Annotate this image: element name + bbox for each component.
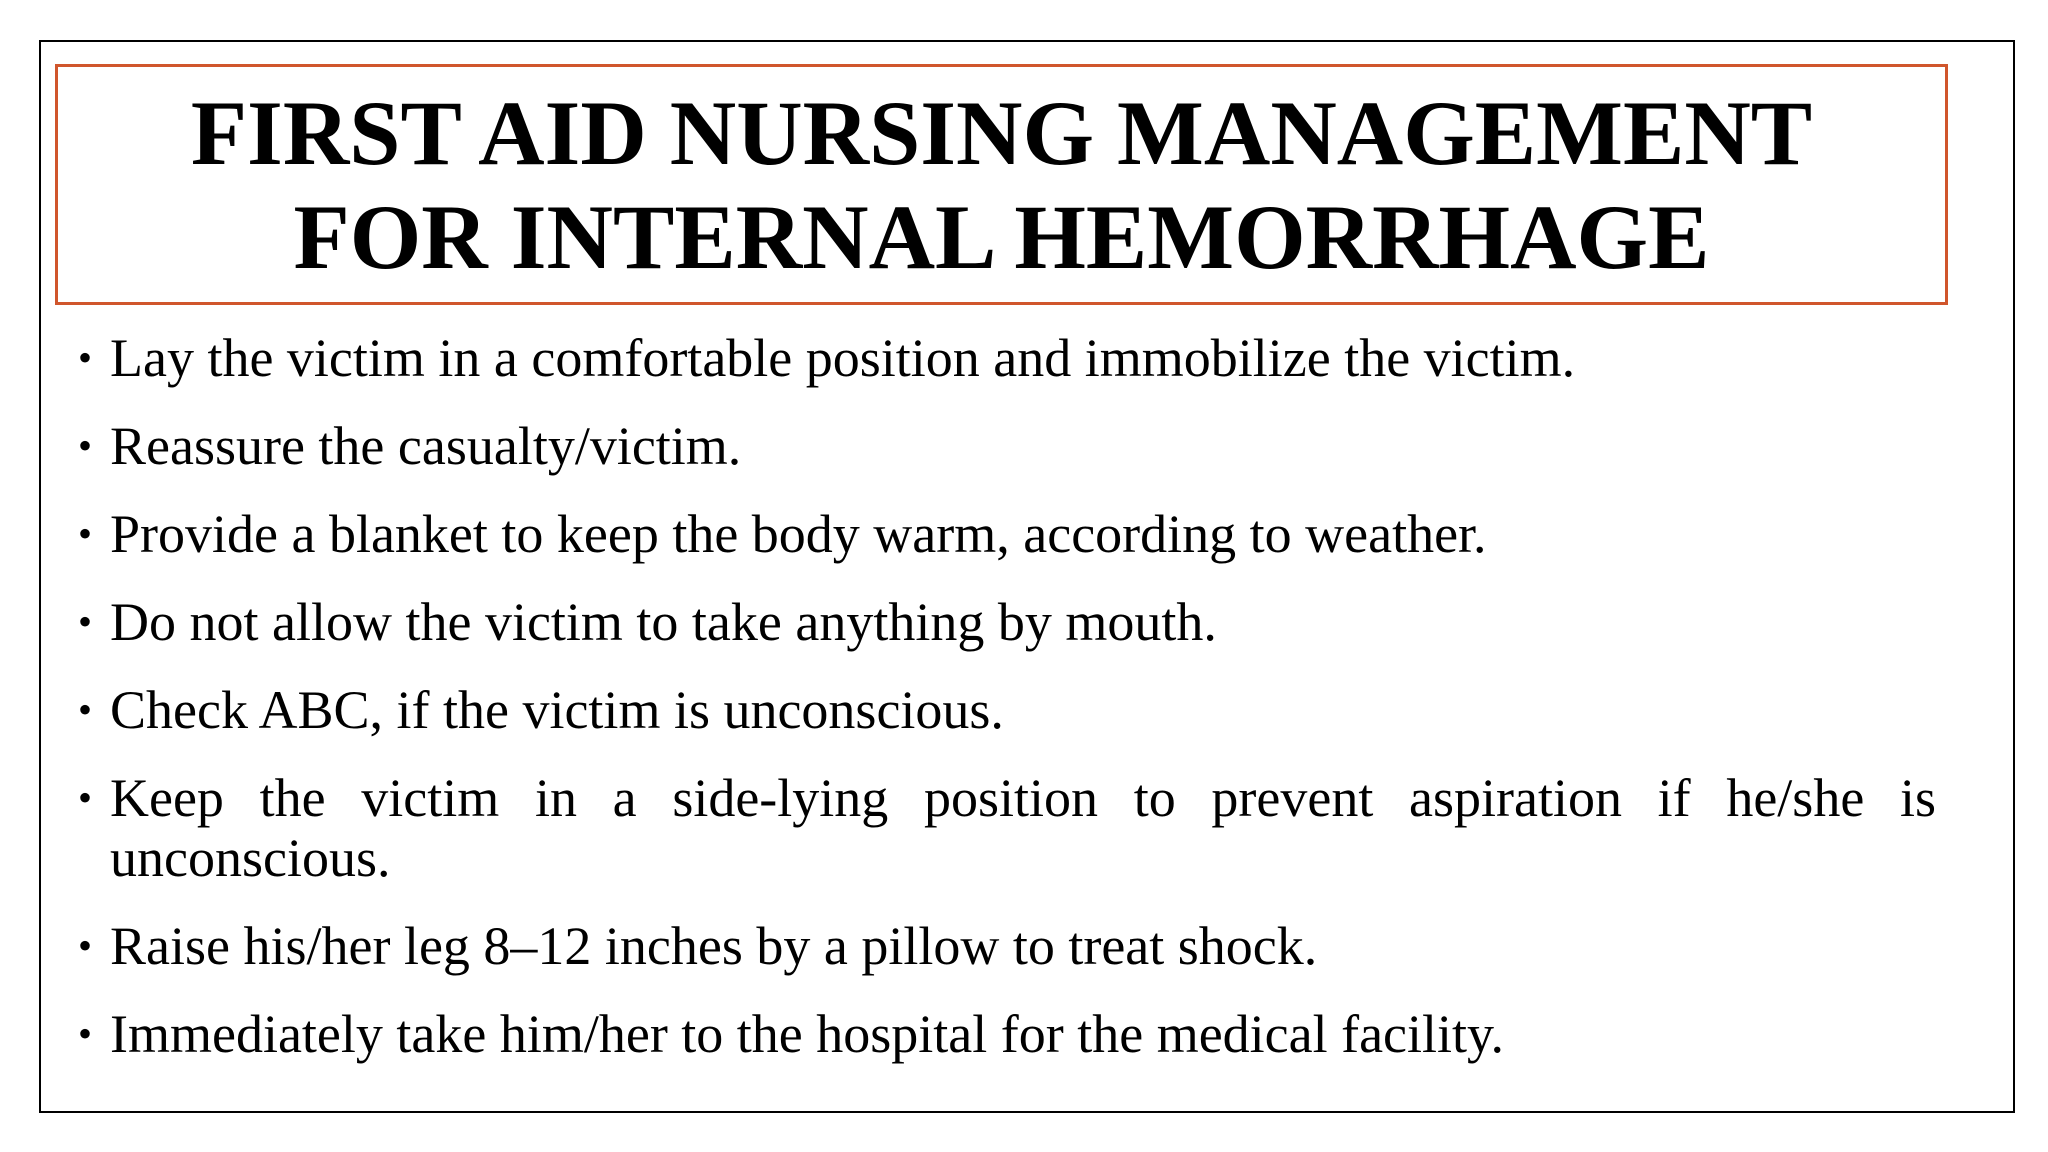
page-title	[191, 81, 1812, 289]
bullet-text: Raise his/her leg 8–12 inches by a pillow to treat shock.	[110, 916, 1318, 976]
title-line-1: FIRST AID NURSING MANAGEMENT	[190, 81, 1813, 184]
bullet-dot-icon: •	[78, 687, 93, 732]
bullet-text: Do not allow the victim to take anything by mouth.	[110, 592, 1217, 652]
bullet-dot-icon: •	[78, 1011, 93, 1056]
list-item	[76, 916, 1936, 976]
bullet-list	[76, 328, 1936, 1092]
list-item	[76, 680, 1936, 740]
bullet-text: Reassure the casualty/victim.	[110, 416, 742, 476]
bullet-text: Check ABC, if the victim is unconscious.	[110, 680, 1004, 740]
list-item	[76, 416, 1936, 476]
bullet-dot-icon: •	[78, 775, 93, 820]
title-box	[55, 64, 1948, 305]
list-item	[76, 504, 1936, 564]
bullet-dot-icon: •	[78, 923, 93, 968]
bullet-text: Lay the victim in a comfortable position and immobilize the victim.	[110, 328, 1576, 388]
list-item	[76, 328, 1936, 388]
list-item	[76, 1004, 1936, 1064]
list-item	[76, 592, 1936, 652]
bullet-text: Immediately take him/her to the hospital for the medical facility.	[110, 1004, 1505, 1064]
bullet-dot-icon: •	[78, 511, 93, 556]
bullet-text: Provide a blanket to keep the body warm, according to weather.	[110, 504, 1487, 564]
list-item	[76, 768, 1936, 888]
bullet-text: Keep the victim in a side-lying position to prevent aspiration if he/she is unconscious.	[110, 768, 1936, 888]
title-line-2: FOR INTERNAL HEMORRHAGE	[293, 185, 1710, 288]
bullet-dot-icon: •	[78, 335, 93, 380]
bullet-dot-icon: •	[78, 599, 93, 644]
bullet-dot-icon: •	[78, 423, 93, 468]
